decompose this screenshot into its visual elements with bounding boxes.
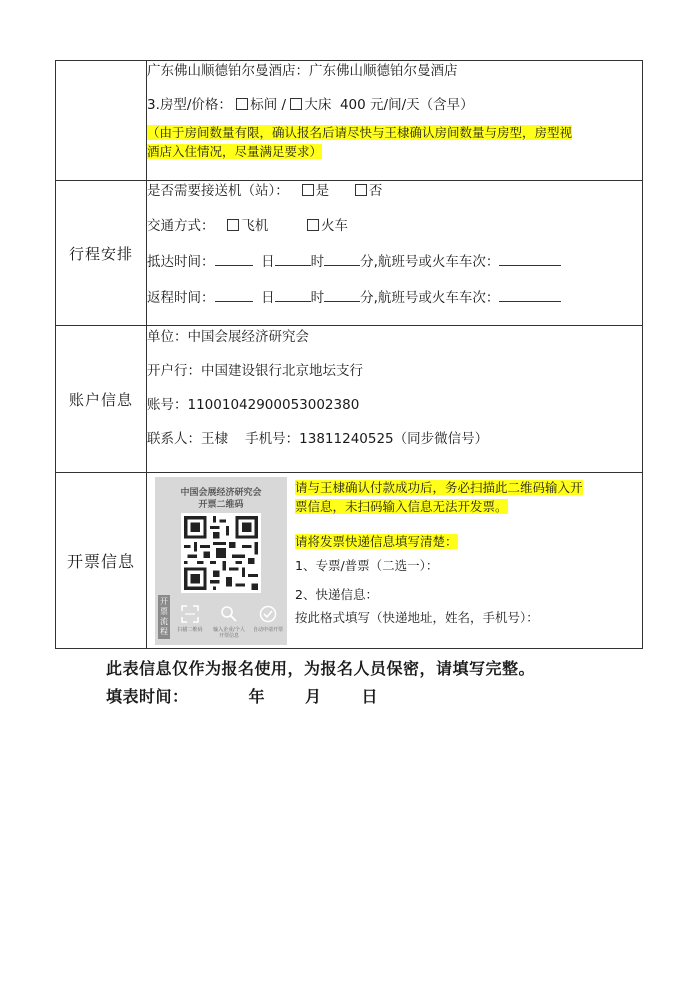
footer-note: 此表信息仅作为报名使用，为报名人员保密，请填写完整。	[106, 659, 536, 678]
express-info-item: 2、快递信息：	[295, 587, 378, 602]
train-label: 火车	[321, 218, 348, 234]
return-hour-unit: 时	[310, 290, 325, 306]
express-title-line	[295, 533, 625, 550]
return-minute-unit: 分,航班号或火车车次：	[360, 290, 500, 306]
arrival-flight-field[interactable]	[499, 253, 561, 266]
itinerary-cell	[147, 181, 643, 326]
invoice-label: 开票信息	[56, 473, 147, 649]
transport-line	[147, 218, 642, 235]
pickup-question: 是否需要接送机（站）：	[147, 183, 289, 199]
arrival-label: 抵达时间：	[147, 254, 215, 270]
registration-table	[55, 60, 643, 649]
return-flight-field[interactable]	[499, 289, 561, 302]
checkbox-pickup-yes[interactable]	[302, 184, 314, 196]
pickup-yes-label: 是	[315, 183, 330, 199]
qr-process-label: 开票流程	[158, 595, 170, 639]
qr-step-done	[251, 605, 285, 645]
room-note-line1	[147, 124, 642, 141]
account-number: 账号：11001042900053002380	[147, 397, 360, 413]
fill-date-month: 月	[305, 687, 322, 706]
arrival-minute-field[interactable]	[324, 253, 360, 266]
account-cell	[147, 326, 643, 473]
arrival-line	[147, 253, 642, 271]
hotel-cell	[147, 61, 643, 181]
checkbox-pickup-no[interactable]	[355, 184, 367, 196]
room-note-text2: 酒店入住情况，尽量满足要求）	[147, 144, 323, 159]
arrival-day-field[interactable]	[215, 253, 253, 266]
room-type-line	[147, 97, 642, 114]
qr-card-title: 中国会展经济研究会	[180, 488, 262, 498]
fill-date-label: 填表时间：	[106, 687, 189, 706]
qr-step-scan-text: 扫描二维码	[177, 627, 203, 633]
qr-step-done-text: 自动申请开票	[252, 627, 283, 633]
express-title: 请将发票快递信息填写清楚：	[295, 534, 458, 549]
return-hour-field[interactable]	[275, 289, 311, 302]
invoice-instr-text2: 票信息，未扫码输入信息无法开发票。	[295, 499, 508, 514]
checkbox-plane[interactable]	[227, 219, 239, 231]
hotel-name: 广东佛山顺德铂尔曼酒店：广东佛山顺德铂尔曼酒店	[147, 63, 458, 79]
return-line	[147, 289, 642, 307]
standard-room-label: 标间	[250, 97, 278, 113]
invoice-instr-line2	[295, 498, 625, 515]
invoice-cell	[147, 473, 643, 649]
invoice-type-item: 1、专票/普票（二选一）：	[295, 558, 439, 573]
return-day-field[interactable]	[215, 289, 253, 302]
account-label: 账户信息	[56, 326, 147, 473]
arrival-hour-field[interactable]	[275, 253, 311, 266]
transport-label: 交通方式：	[147, 218, 215, 234]
invoice-instr-text1: 请与王棣确认付款成功后，务必扫描此二维码输入开	[295, 480, 583, 495]
qr-step-scan	[173, 605, 207, 645]
plane-label: 飞机	[241, 218, 269, 234]
room-price: 400 元/间/天（含早）	[339, 97, 474, 113]
account-unit: 单位：中国会展经济研究会	[147, 329, 309, 345]
fill-date-year: 年	[248, 687, 266, 706]
qr-card-subtitle: 开票二维码	[198, 500, 244, 510]
invoice-qr-code[interactable]	[181, 513, 261, 593]
fill-date-line	[106, 684, 378, 707]
invoice-qr-card	[155, 477, 287, 645]
pickup-no-label: 否	[368, 183, 383, 199]
check-circle-icon	[259, 605, 277, 623]
king-bed-label: 大床	[304, 97, 332, 113]
return-day-unit: 日	[261, 290, 275, 306]
return-label: 返程时间：	[147, 290, 215, 306]
account-contact: 联系人：王棣 手机号：13811240525（同步微信号）	[147, 431, 489, 447]
qr-step-input	[212, 605, 246, 645]
express-format-item: 按此格式填写（快递地址，姓名，手机号）：	[295, 610, 539, 625]
invoice-instructions	[295, 477, 625, 626]
room-type-label: 3.房型/价格：	[147, 97, 232, 113]
room-note-line2	[147, 143, 642, 160]
room-note-text1: （由于房间数量有限，确认报名后请尽快与王棣确认房间数量与房型，房型视	[147, 125, 573, 140]
room-separator: /	[277, 97, 291, 113]
checkbox-king-bed[interactable]	[290, 98, 302, 110]
itinerary-label: 行程安排	[56, 181, 147, 326]
hotel-label-cell	[56, 61, 147, 181]
qr-step-input-text: 输入企业/个人开票信息	[213, 627, 245, 639]
account-bank: 开户行：中国建设银行北京地坛支行	[147, 363, 363, 379]
pickup-line	[147, 183, 642, 200]
checkbox-train[interactable]	[307, 219, 319, 231]
return-minute-field[interactable]	[324, 289, 360, 302]
arrival-minute-unit: 分,航班号或火车车次：	[360, 254, 500, 270]
fill-date-day: 日	[361, 687, 379, 706]
arrival-day-unit: 日	[261, 254, 275, 270]
invoice-instr-line1	[295, 479, 625, 496]
checkbox-standard-room[interactable]	[236, 98, 248, 110]
scan-icon	[181, 605, 199, 623]
arrival-hour-unit: 时	[310, 254, 325, 270]
magnifier-icon	[220, 605, 238, 623]
